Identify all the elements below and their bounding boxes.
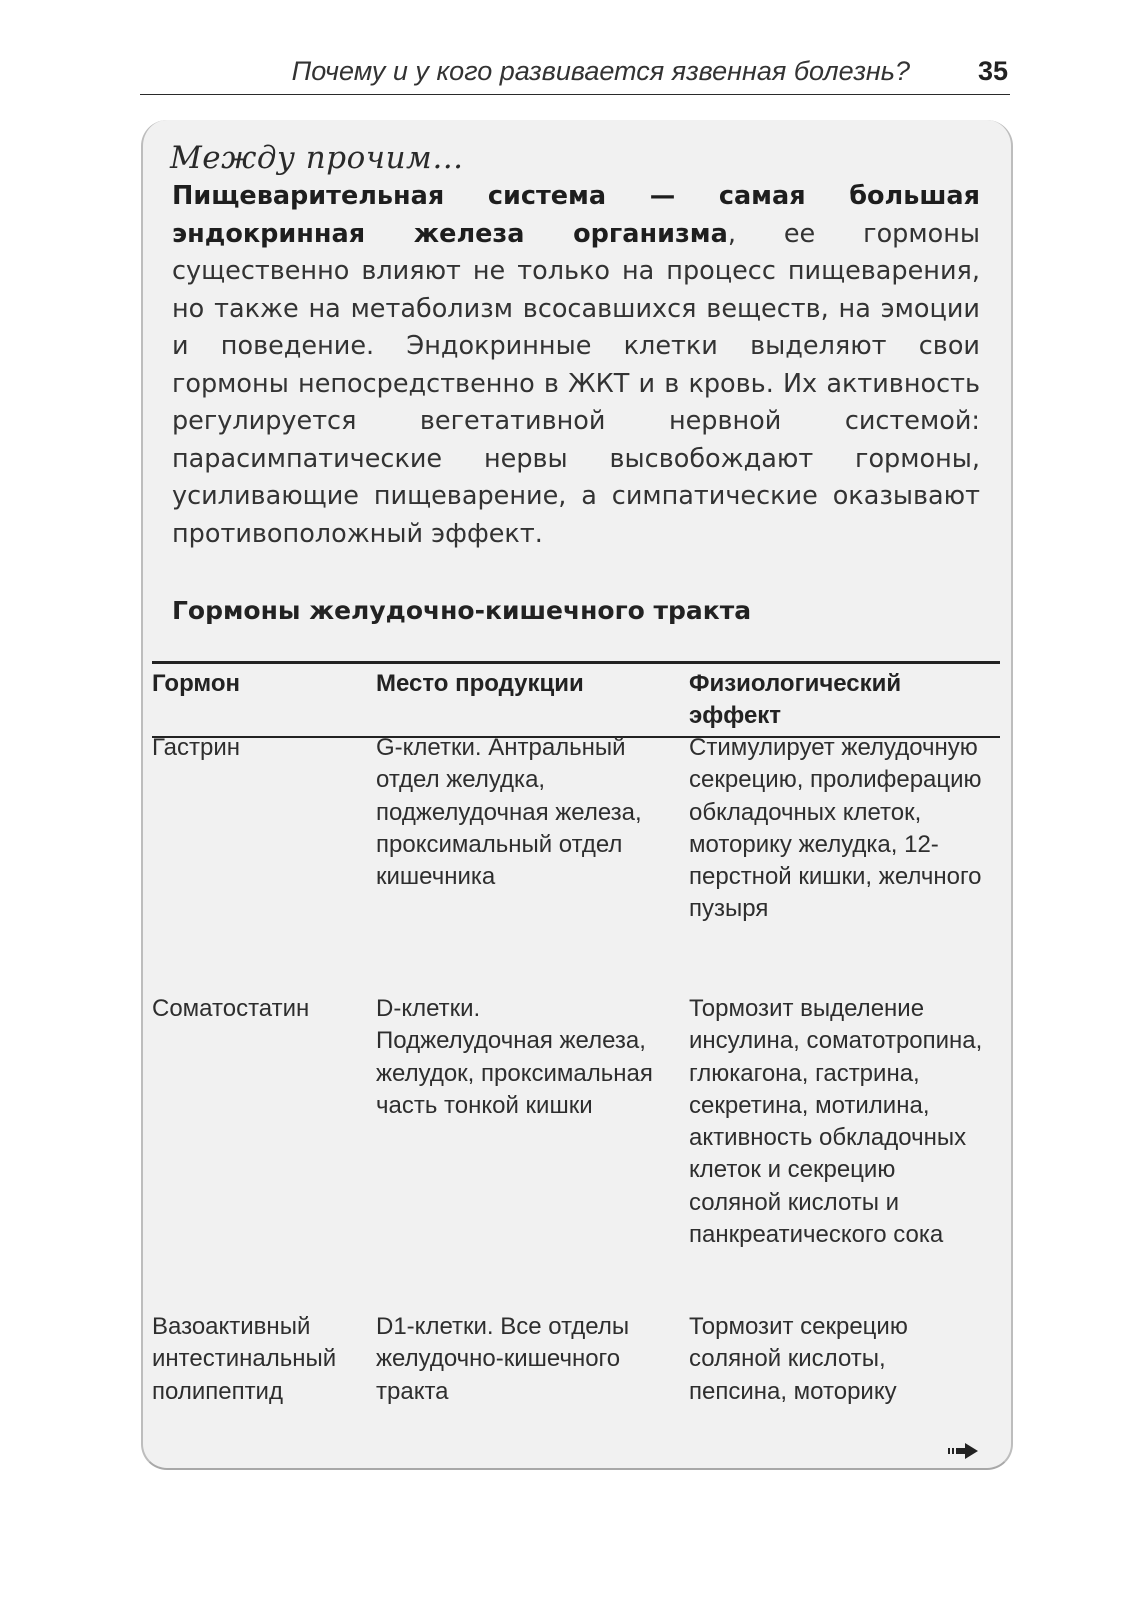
aside-bold-lead: Пищеварительная система — самая большая эндокринная железа организма [172, 181, 980, 249]
table-cell-effect: Стимулирует желудочную секрецию, пролиферацию обкладочных клеток, моторику желудка, 12-перстной кишки, желчного пузыря [689, 734, 982, 923]
table-top-rule [152, 661, 1000, 664]
running-header [140, 52, 1010, 95]
running-title: Почему и у кого развивается язвенная болезнь? [291, 56, 910, 86]
page-number: 35 [977, 56, 1008, 86]
aside-paragraph [172, 178, 980, 553]
table-cell-place: D1-клетки. Все отделы желудочно-кишечного тракта [376, 1313, 630, 1405]
table-title: Гормоны желудочно-кишечного тракта [172, 596, 752, 625]
table-header-effect: Физиологический эффект [689, 670, 902, 729]
arrow-right-icon [948, 1443, 978, 1459]
table-cell-place: G-клетки. Антральный отдел желудка, поджелудочная железа, проксимальный отдел кишечника [376, 734, 642, 891]
table-cell-hormone: Гастрин [152, 734, 240, 761]
table-cell-place: D-клетки. Поджелудочная железа, желудок, проксимальная часть тонкой кишки [376, 995, 653, 1119]
table-cell-hormone: Соматостатин [152, 995, 310, 1022]
aside-body: , ее гормоны существенно влияют не только на процесс пищеварения, но также на метаболизм всосавшихся веществ, на эмоции и поведение. Эндокринные клетки выделяют свои гормоны непосредственно в ЖКТ и в кровь. Их активность регулируется вегетативной нервной системой: парасимпатические нервы высвобождают гормоны, усиливающие пищеварение, а симпатические оказывают противоположный эффект. [172, 218, 980, 549]
table-header-hormone: Гормон [152, 670, 241, 697]
table-cell-effect: Тормозит выделение инсулина, соматотропина, глюкагона, гастрина, секретина, мотилина, активность обкладочных клеток и секрецию соляной кислоты и панкреатического сока [689, 995, 983, 1249]
aside-label: Между прочим… [170, 140, 464, 176]
table-header-place: Место продукции [376, 670, 584, 697]
table-cell-effect: Тормозит секрецию соляной кислоты, пепсина, моторику [689, 1313, 908, 1405]
table-cell-hormone: Вазоактивный интестинальный полипептид [152, 1313, 337, 1405]
